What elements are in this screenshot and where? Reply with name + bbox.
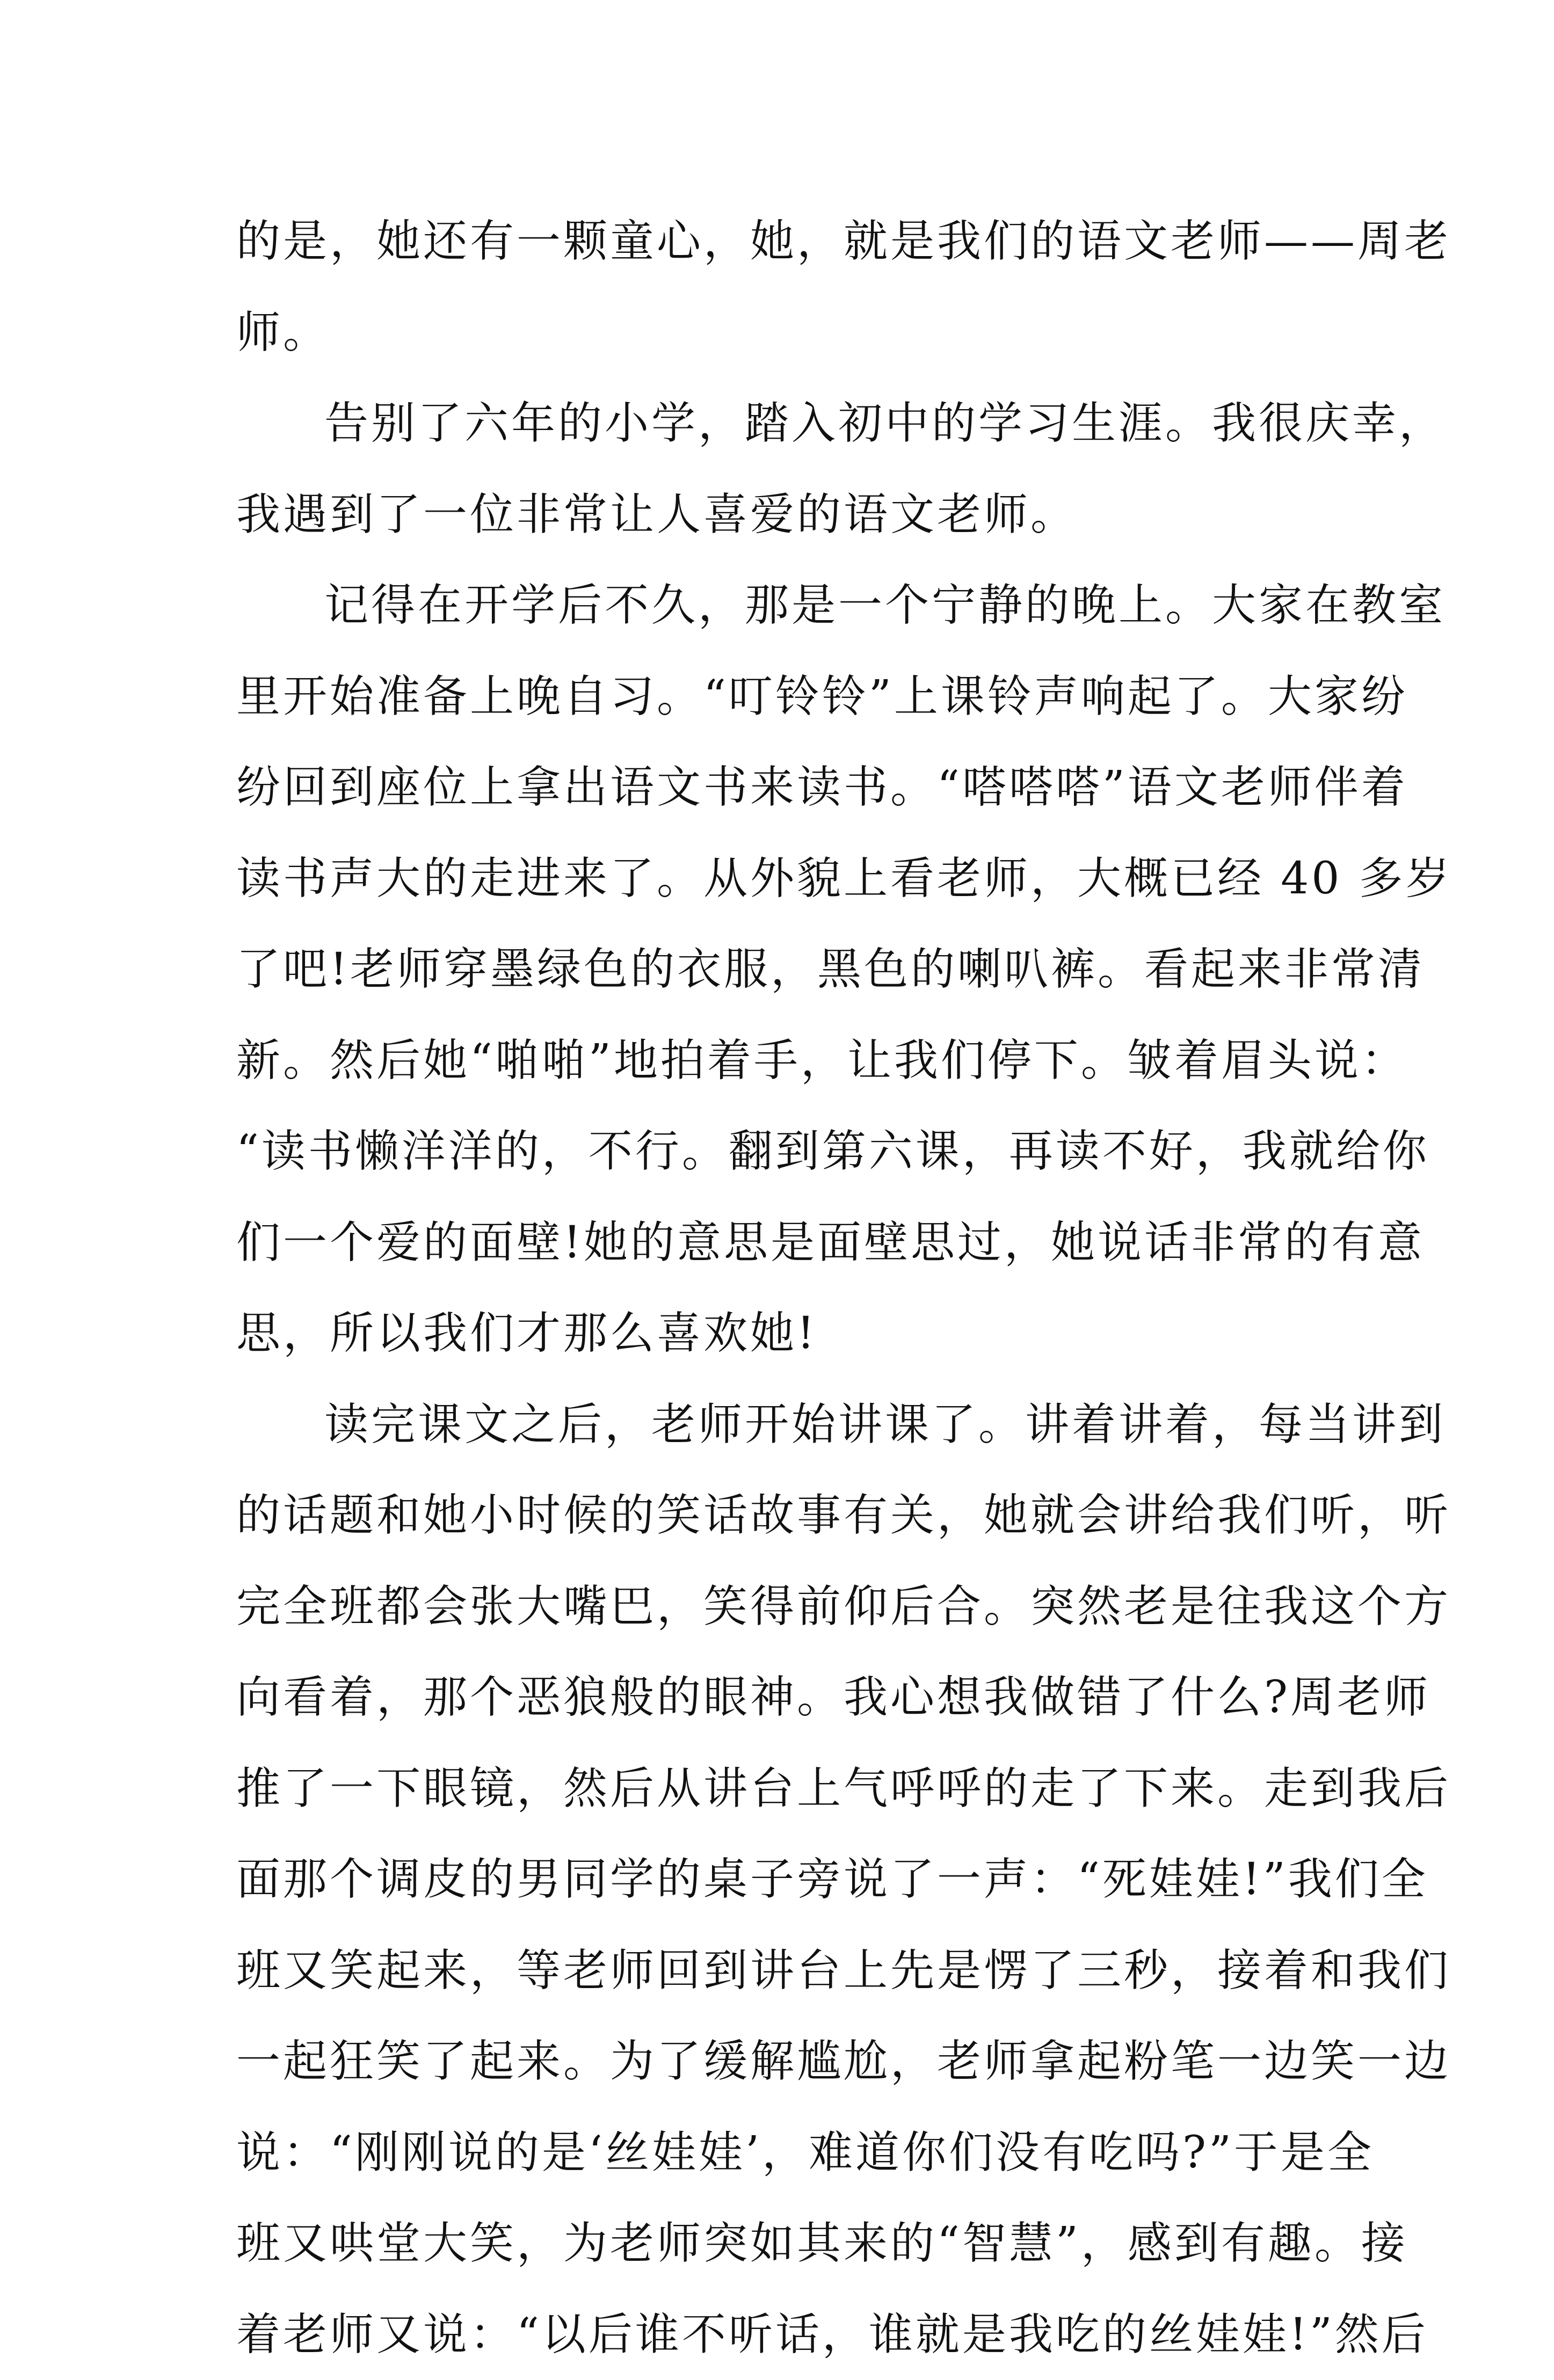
text-line: 们一个爱的面壁!她的意思是面壁思过，她说话非常的有意 <box>236 1197 1326 1289</box>
text-line: 读书声大的走进来了。从外貌上看老师，大概已经 40 多岁 <box>236 833 1326 925</box>
text-line: 的话题和她小时候的笑话故事有关，她就会讲给我们听，听 <box>236 1470 1326 1561</box>
text-line: 我遇到了一位非常让人喜爱的语文老师。 <box>236 469 1326 561</box>
text-line: 着老师又说：“以后谁不听话，谁就是我吃的丝娃娃!”然后 <box>236 2289 1326 2380</box>
text-line: 的是，她还有一颗童心，她，就是我们的语文老师——周老 <box>236 196 1326 287</box>
text-line: 班又笑起来，等老师回到讲台上先是愣了三秒，接着和我们 <box>236 1925 1326 2017</box>
text-line: 说：“刚刚说的是‘丝娃娃’，难道你们没有吃吗?”于是全 <box>236 2107 1326 2199</box>
text-line: 班又哄堂大笑，为老师突如其来的“智慧”，感到有趣。接 <box>236 2198 1326 2289</box>
text-line: 向看着，那个恶狼般的眼神。我心想我做错了什么?周老师 <box>236 1652 1326 1743</box>
text-line: 纷回到座位上拿出语文书来读书。“嗒嗒嗒”语文老师伴着 <box>236 742 1326 833</box>
text-line: 了吧!老师穿墨绿色的衣服，黑色的喇叭裤。看起来非常清 <box>236 924 1326 1015</box>
text-line: 师。 <box>236 287 1326 379</box>
text-line: 里开始准备上晚自习。“叮铃铃”上课铃声响起了。大家纷 <box>236 651 1326 743</box>
text-line: 读完课文之后，老师开始讲课了。讲着讲着，每当讲到 <box>236 1379 1326 1471</box>
text-line: 新。然后她“啪啪”地拍着手，让我们停下。皱着眉头说： <box>236 1015 1326 1107</box>
body-text <box>236 196 1326 2380</box>
text-line: 记得在开学后不久，那是一个宁静的晚上。大家在教室 <box>236 560 1326 651</box>
text-line: 面那个调皮的男同学的桌子旁说了一声：“死娃娃!”我们全 <box>236 1834 1326 1925</box>
text-line: 推了一下眼镜，然后从讲台上气呼呼的走了下来。走到我后 <box>236 1743 1326 1835</box>
text-line: 完全班都会张大嘴巴，笑得前仰后合。突然老是往我这个方 <box>236 1561 1326 1653</box>
text-line: 告别了六年的小学，踏入初中的学习生涯。我很庆幸， <box>236 378 1326 469</box>
text-line: 一起狂笑了起来。为了缓解尴尬，老师拿起粉笔一边笑一边 <box>236 2016 1326 2107</box>
text-line: “读书懒洋洋的，不行。翻到第六课，再读不好，我就给你 <box>236 1106 1326 1197</box>
text-line: 思，所以我们才那么喜欢她! <box>236 1288 1326 1379</box>
